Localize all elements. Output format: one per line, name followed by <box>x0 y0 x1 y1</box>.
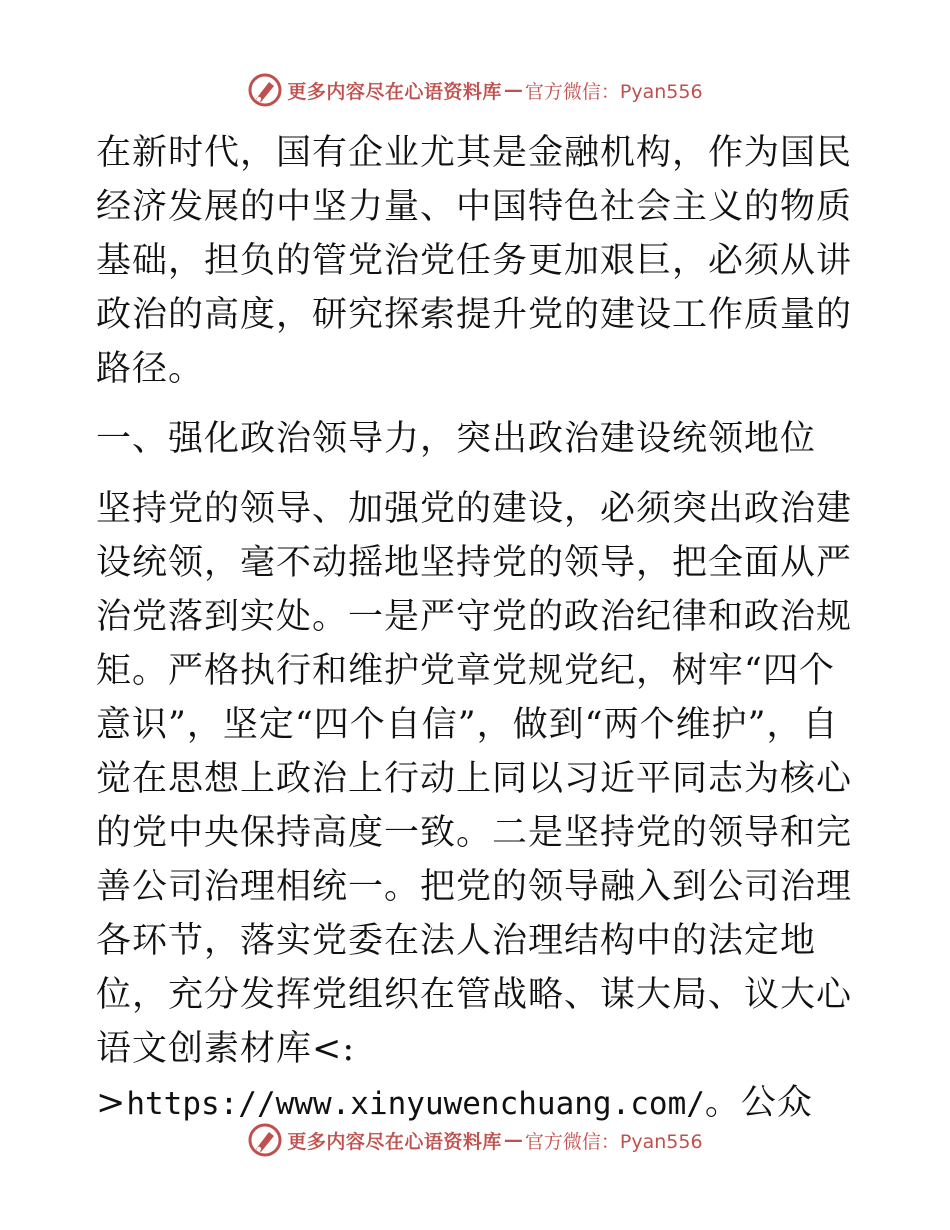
paragraph-intro: 在新时代，国有企业尤其是金融机构，作为国民经济发展的中坚力量、中国特色社会主义的物质基础，担负的管党治党任务更加艰巨，必须从讲政治的高度，研究探索提升党的建设工作质量的路径。 <box>96 133 853 389</box>
banner-separator: — <box>503 79 523 101</box>
paragraph-body <box>96 482 866 1131</box>
banner-main-text: 更多内容尽在心语资料库 <box>287 1130 502 1153</box>
pen-logo-icon <box>247 72 283 108</box>
banner-separator: — <box>503 1129 523 1151</box>
banner-main-text: 更多内容尽在心语资料库 <box>287 80 502 103</box>
banner-wechat-text: 官方微信：Pyan556 <box>524 1130 703 1153</box>
section-heading: 一、强化政治领导力，突出政治建设统领地位 <box>96 419 817 459</box>
footer-watermark <box>0 1120 950 1160</box>
document-body <box>96 126 866 1131</box>
banner-wechat-text: 官方微信：Pyan556 <box>524 80 703 103</box>
paragraph-body-text: 坚持党的领导、加强党的建设，必须突出政治建设统领，毫不动摇地坚持党的领导，把全面从严治党落到实处。一是严守党的政治纪律和政治规矩。严格执行和维护党章党规党纪，树牢“四个意识”，坚定“四个自信”，做到“两个维护”，自觉在思想上政治上行动上同以习近平同志为核心的党中央保持高度一致。二是坚持党的领导和完善公司治理相统一。把党的领导融入到公司治理各环节，落实党委在法人治理结构中的法定地位，充分发挥党组织在管战略、谋大局、议大心语文创素材库<: > <box>96 489 853 1123</box>
pen-logo-icon <box>247 1122 283 1158</box>
paragraph-body-end: 。公众 <box>704 1083 813 1123</box>
header-watermark <box>0 70 950 110</box>
website-link[interactable]: https://www.xinyuwenchuang.com/ <box>126 1086 705 1122</box>
